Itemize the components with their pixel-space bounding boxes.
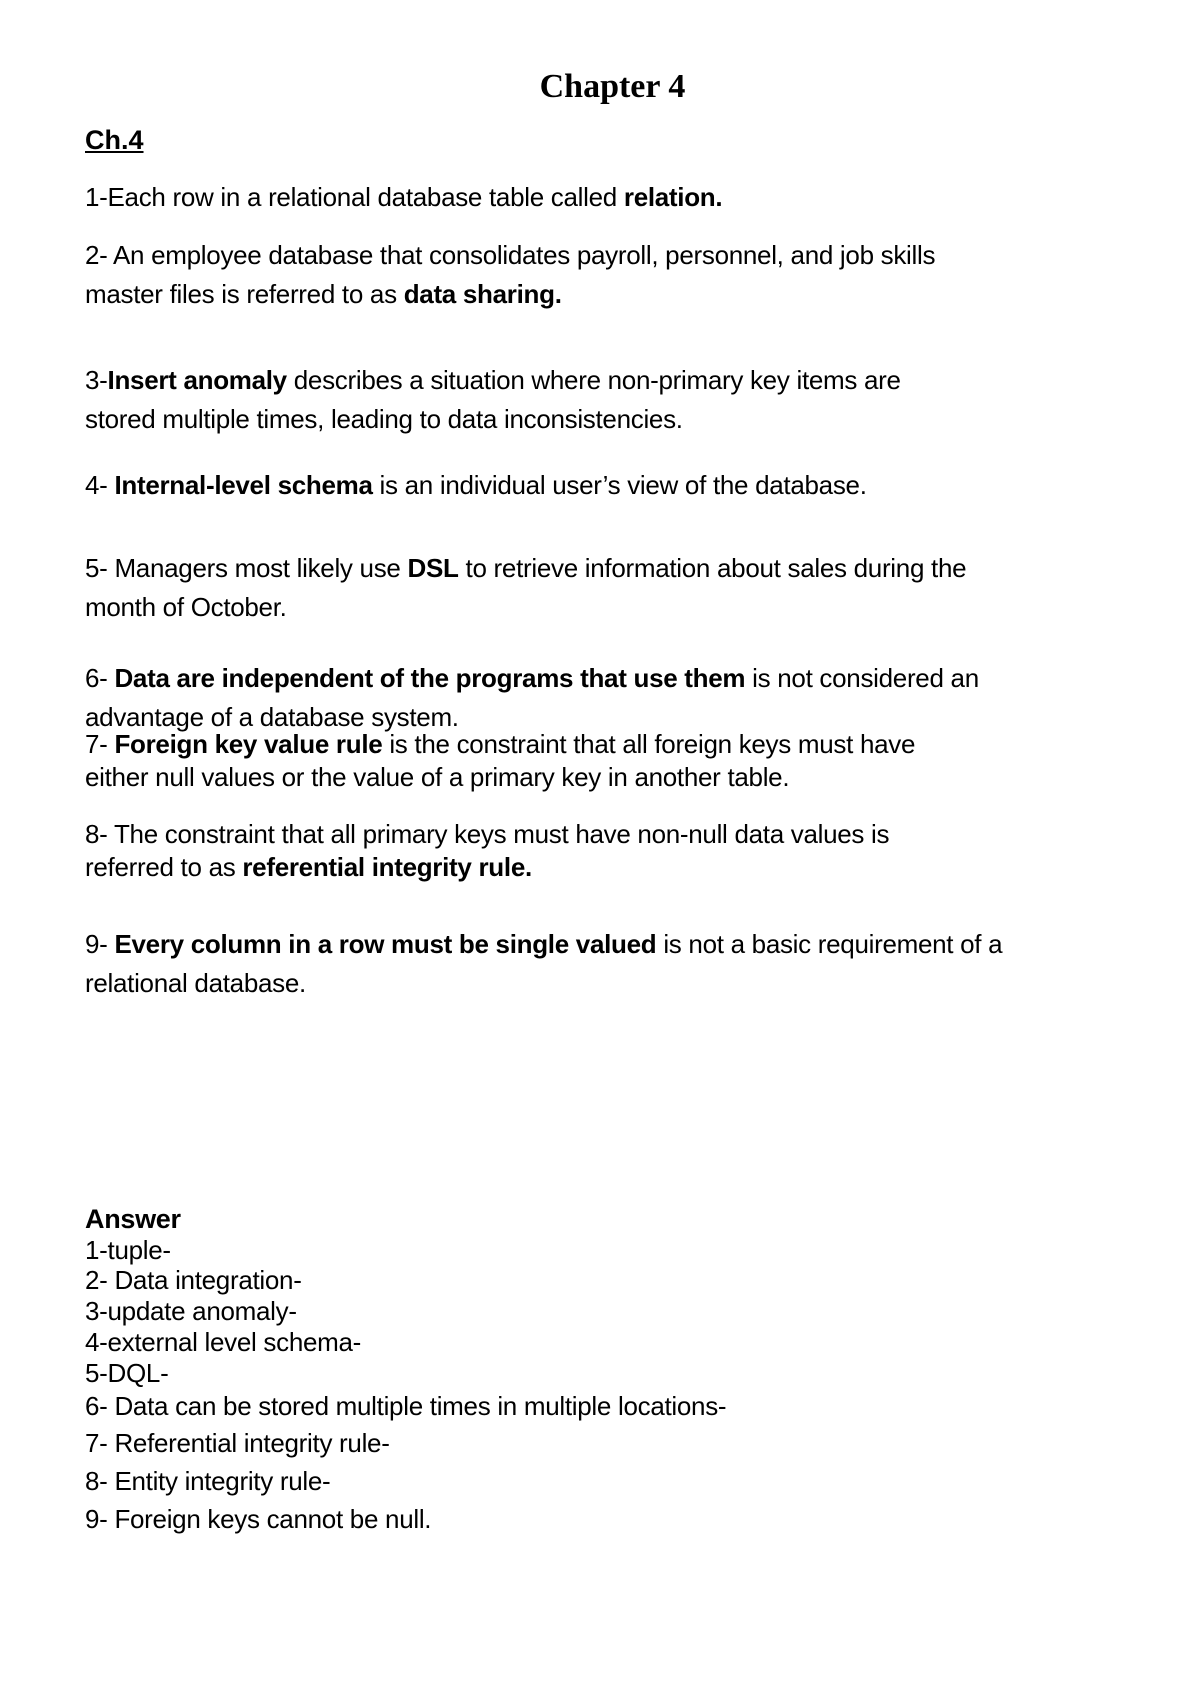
question-key-term: relation. <box>623 182 723 212</box>
answer-item: 2- Data integration- <box>85 1265 302 1295</box>
question-item <box>85 815 1135 881</box>
question-line <box>85 178 1135 217</box>
question-line <box>85 466 1135 505</box>
answer-item: 9- Foreign keys cannot be null. <box>85 1504 432 1534</box>
question-item <box>85 466 1135 505</box>
question-line <box>85 588 1135 627</box>
question-line <box>85 361 1135 400</box>
question-line <box>85 236 1135 275</box>
question-text: master files is referred to as <box>85 279 404 309</box>
question-item <box>85 361 1135 439</box>
question-text: 2- An employee database that consolidates payroll, personnel, and job skills <box>85 240 936 270</box>
answer-heading: Answer <box>85 1204 181 1234</box>
answer-item: 4-external level schema- <box>85 1327 362 1357</box>
question-line <box>85 925 1135 964</box>
answer-section <box>85 1203 1135 1538</box>
question-line <box>85 659 1135 698</box>
question-text: is an individual user’s view of the database. <box>372 470 867 500</box>
question-line <box>85 848 1135 881</box>
question-key-term: data sharing. <box>403 279 562 309</box>
question-item <box>85 236 1135 314</box>
question-line <box>85 549 1135 588</box>
question-key-term: DSL <box>407 553 459 583</box>
chapter-subtitle: Ch.4 <box>85 125 144 155</box>
question-line <box>85 758 1135 791</box>
question-text: 5- Managers most likely use <box>85 553 408 583</box>
question-key-term: Internal-level schema <box>114 470 373 500</box>
question-item <box>85 178 1135 217</box>
question-text: either null values or the value of a primary key in another table. <box>85 762 790 792</box>
question-item <box>85 549 1135 627</box>
answer-item: 1-tuple- <box>85 1235 171 1265</box>
question-item <box>85 725 1135 791</box>
question-text: advantage of a database system. <box>85 702 459 732</box>
question-text: 8- The constraint that all primary keys must have non-null data values is <box>85 819 890 849</box>
question-text: 3- <box>85 365 108 395</box>
question-text: relational database. <box>85 968 306 998</box>
question-line <box>85 725 1135 758</box>
question-text: is the constraint that all foreign keys must have <box>382 729 916 759</box>
question-line <box>85 275 1135 314</box>
question-text: stored multiple times, leading to data inconsistencies. <box>85 404 683 434</box>
question-text: is not a basic requirement of a <box>656 929 1003 959</box>
question-key-term: Every column in a row must be single valued <box>114 929 657 959</box>
answer-item: 5-DQL- <box>85 1358 169 1388</box>
answer-item: 8- Entity integrity rule- <box>85 1466 331 1496</box>
question-key-term: Foreign key value rule <box>114 729 383 759</box>
question-text: referred to as <box>85 852 243 882</box>
question-key-term: Insert anomaly <box>107 365 287 395</box>
question-text: 6- <box>85 663 115 693</box>
question-line <box>85 964 1135 1003</box>
question-text: 1-Each row in a relational database table called <box>85 182 624 212</box>
question-key-term: referential integrity rule. <box>242 852 532 882</box>
question-text: 7- <box>85 729 115 759</box>
question-text: month of October. <box>85 592 287 622</box>
answer-item: 7- Referential integrity rule- <box>85 1428 390 1458</box>
question-text: is not considered an <box>745 663 979 693</box>
page-title: Chapter 4 <box>539 68 686 105</box>
question-text: to retrieve information about sales during the <box>458 553 967 583</box>
question-key-term: Data are independent of the programs that use them <box>114 663 746 693</box>
question-line <box>85 815 1135 848</box>
question-item <box>85 925 1135 1003</box>
question-text: describes a situation where non-primary key items are <box>286 365 901 395</box>
answer-list <box>85 1235 1135 1538</box>
question-text: 9- <box>85 929 115 959</box>
question-text: 4- <box>85 470 115 500</box>
question-line <box>85 400 1135 439</box>
answer-item: 6- Data can be stored multiple times in multiple locations- <box>85 1391 727 1421</box>
answer-item: 3-update anomaly- <box>85 1296 297 1326</box>
